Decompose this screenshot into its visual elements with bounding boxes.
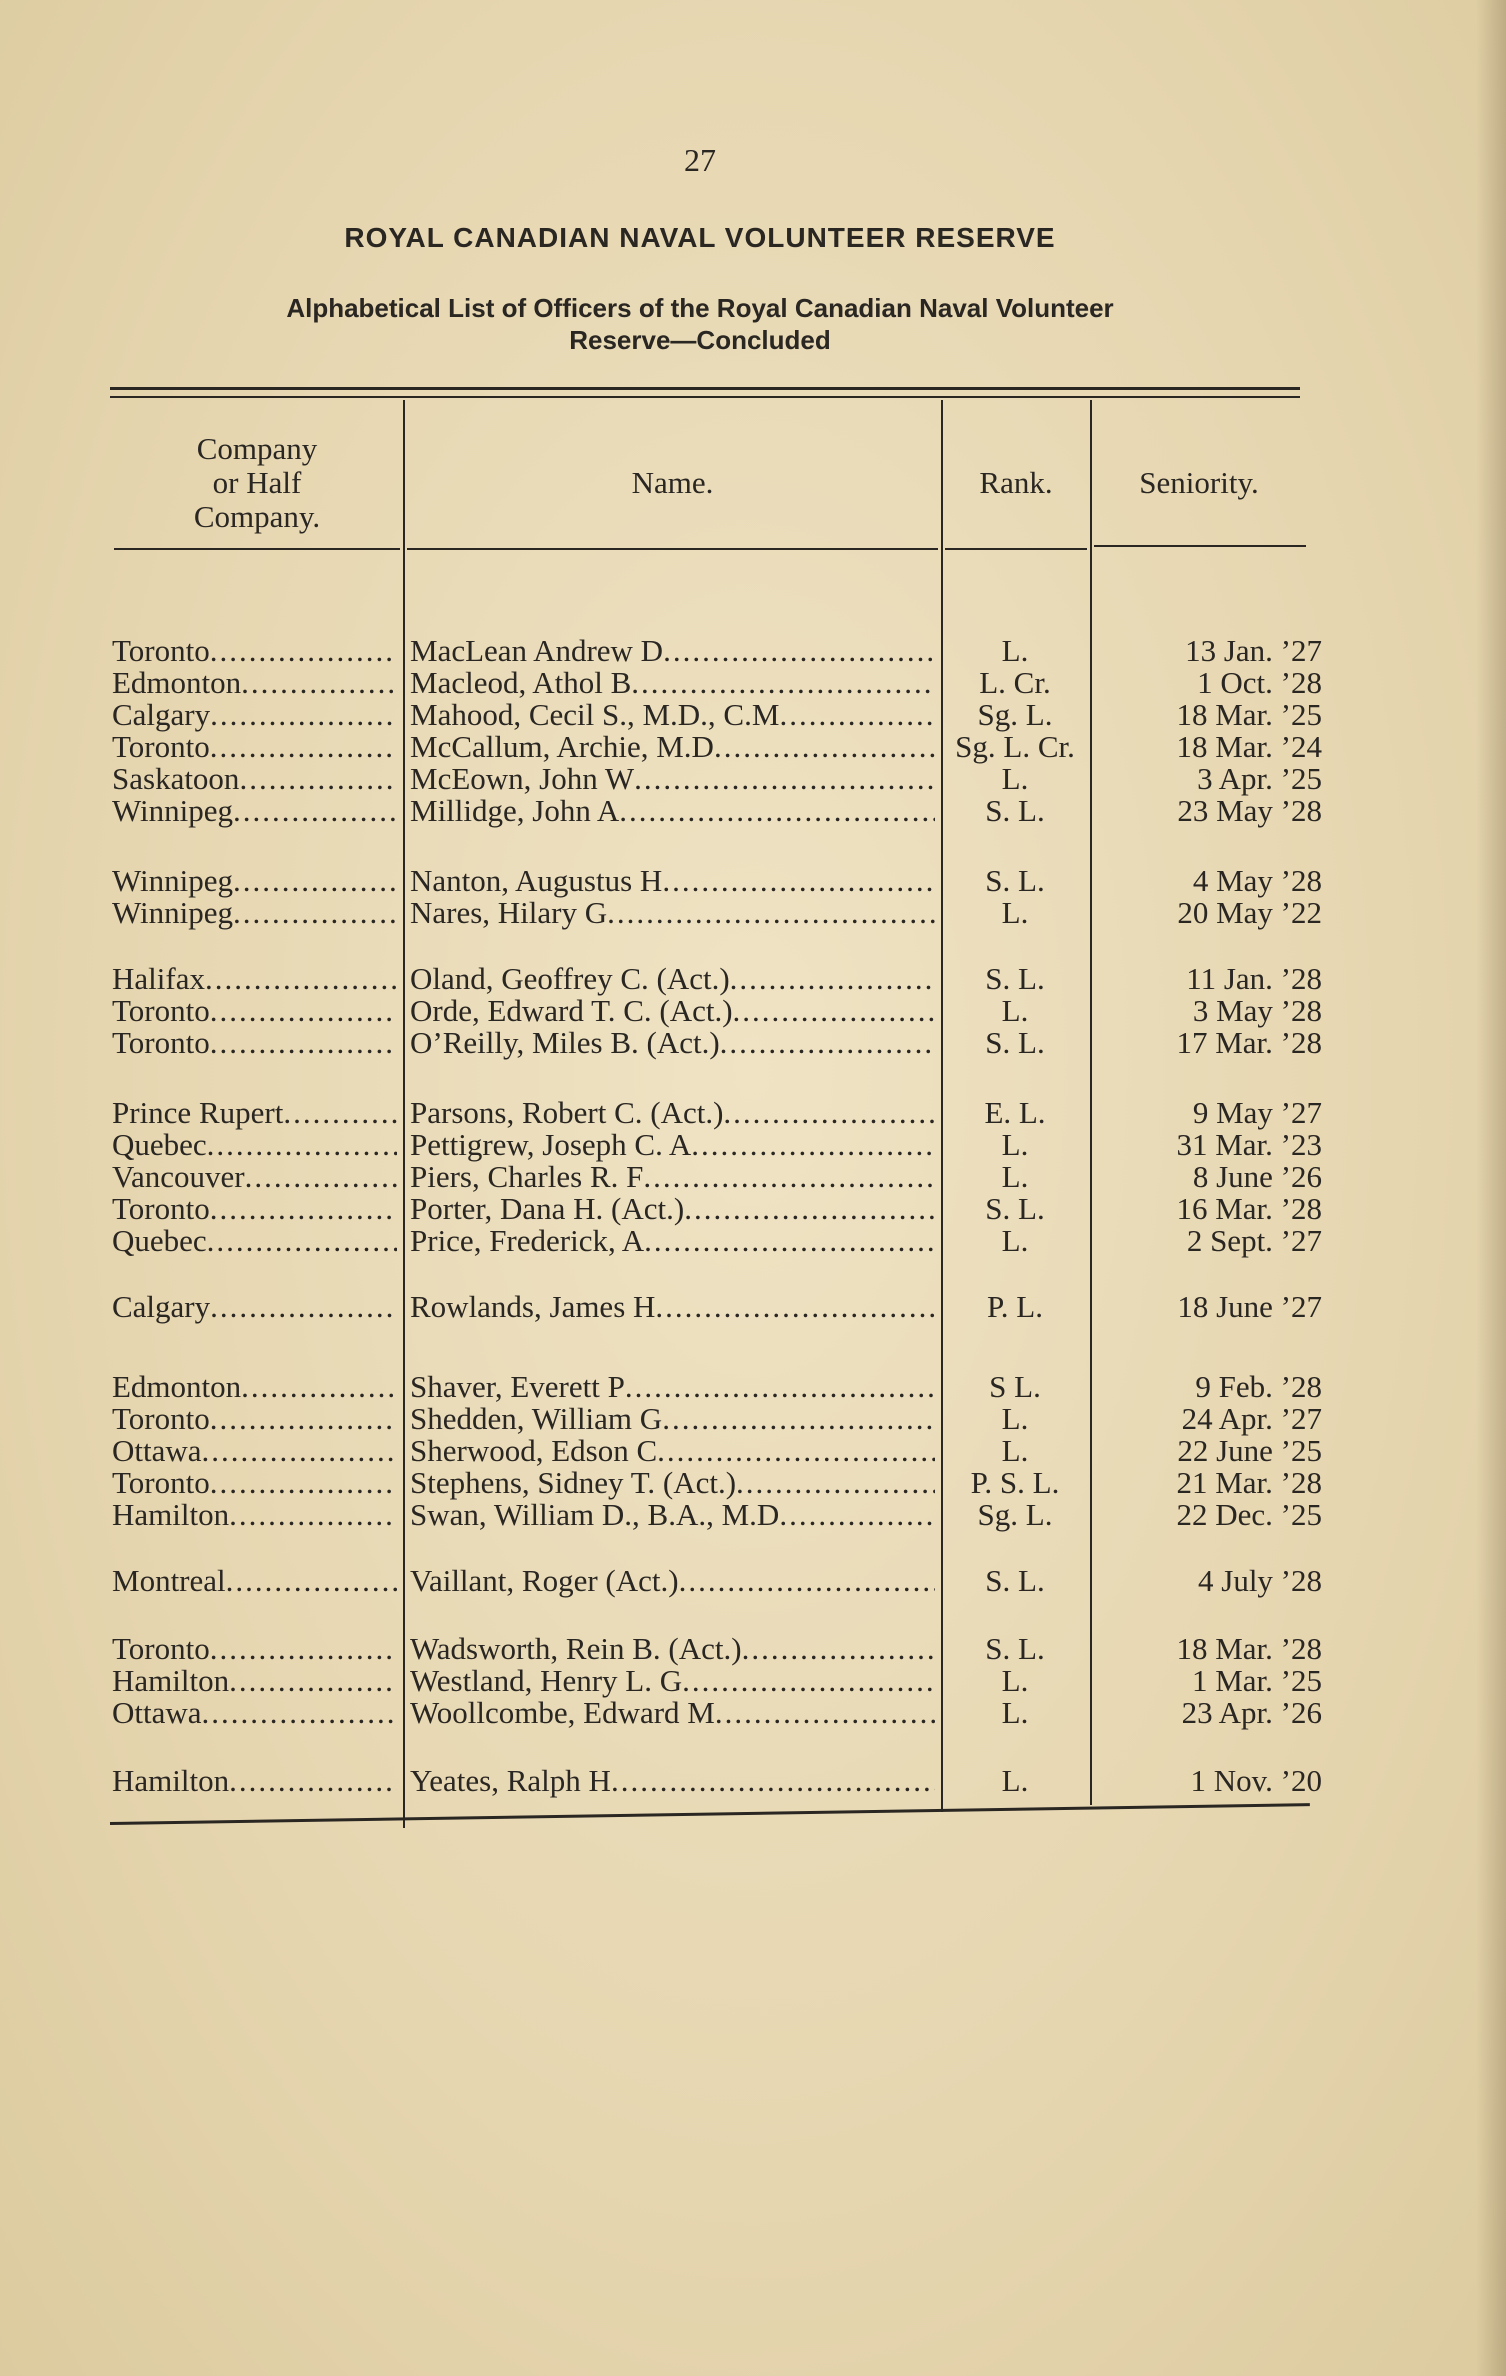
rank-cell: Sg. L.	[977, 1497, 1053, 1532]
company-cell	[112, 1026, 397, 1060]
company-cell	[112, 698, 397, 732]
name-cell	[410, 666, 935, 700]
seniority-cell: 1 Nov. ’20	[1190, 1763, 1322, 1798]
leader-dots	[229, 1664, 397, 1698]
company-text: Vancouver	[112, 1160, 245, 1194]
page-subtitle	[0, 292, 1400, 356]
table-row	[0, 864, 1506, 898]
leader-dots	[679, 1564, 935, 1598]
name-text: McEown, John W	[410, 762, 635, 796]
company-cell	[112, 1764, 397, 1798]
page-number: 27	[684, 142, 716, 178]
company-cell	[112, 1160, 397, 1194]
seniority-cell: 23 May ’28	[1177, 793, 1322, 828]
name-text: Nanton, Augustus H	[410, 864, 663, 898]
seniority-cell: 20 May ’22	[1177, 895, 1322, 930]
name-text: Mahood, Cecil S., M.D., C.M	[410, 698, 780, 732]
name-text: Swan, William D., B.A., M.D	[410, 1498, 780, 1532]
company-text: Hamilton	[112, 1498, 230, 1532]
seniority-cell: 2 Sept. ’27	[1186, 1223, 1322, 1258]
rank-cell: S. L.	[985, 793, 1045, 828]
company-cell	[112, 1290, 397, 1324]
rank-cell: L.	[1001, 1433, 1029, 1468]
leader-dots	[202, 1434, 397, 1468]
header-underline-name	[407, 548, 938, 550]
table-row	[0, 1664, 1506, 1698]
name-text: Woollcombe, Edward M	[410, 1696, 715, 1730]
leader-dots	[634, 762, 935, 796]
table-row	[0, 1632, 1506, 1666]
table-row	[0, 1434, 1506, 1468]
leader-dots	[607, 896, 935, 930]
company-cell	[112, 864, 397, 898]
leader-dots	[723, 1096, 935, 1130]
leader-dots	[210, 1192, 397, 1226]
name-cell	[410, 1632, 935, 1666]
company-cell	[112, 1434, 397, 1468]
seniority-cell: 11 Jan. ’28	[1186, 961, 1322, 996]
name-cell	[410, 1096, 935, 1130]
leader-dots	[720, 1026, 935, 1060]
leader-dots	[233, 896, 397, 930]
leader-dots	[210, 634, 397, 668]
table-row	[0, 698, 1506, 732]
company-text: Quebec	[112, 1128, 207, 1162]
leader-dots	[657, 1434, 935, 1468]
company-text: Winnipeg	[112, 896, 234, 930]
name-cell	[410, 1128, 935, 1162]
leader-dots	[714, 730, 935, 764]
seniority-cell: 23 Apr. ’26	[1181, 1695, 1322, 1730]
name-cell	[410, 1696, 935, 1730]
company-text: Edmonton	[112, 1370, 242, 1404]
rank-cell: L.	[1001, 1223, 1029, 1258]
header-underline-seniority	[1094, 545, 1306, 547]
company-cell	[112, 794, 397, 828]
rank-cell: S. L.	[985, 863, 1045, 898]
company-text: Toronto	[112, 634, 210, 668]
subtitle-line-1: Alphabetical List of Officers of the Royal Canadian Naval Volunteer	[286, 293, 1114, 323]
leader-dots	[733, 994, 935, 1028]
seniority-cell: 3 Apr. ’25	[1197, 761, 1322, 796]
company-text: Calgary	[112, 1290, 211, 1324]
rank-cell: L.	[1001, 1401, 1029, 1436]
table-row	[0, 1696, 1506, 1730]
leader-dots	[207, 1128, 397, 1162]
rank-cell: S. L.	[985, 1631, 1045, 1666]
header-company-line-1: Company	[196, 431, 318, 466]
name-cell	[410, 698, 935, 732]
name-text: Pettigrew, Joseph C. A	[410, 1128, 692, 1162]
name-cell	[410, 1160, 935, 1194]
rank-cell: L. Cr.	[979, 665, 1051, 700]
leader-dots	[619, 794, 935, 828]
name-cell	[410, 1402, 935, 1436]
seniority-cell: 24 Apr. ’27	[1181, 1401, 1322, 1436]
name-cell	[410, 864, 935, 898]
company-text: Toronto	[112, 1402, 210, 1436]
name-text: MacLean Andrew D	[410, 634, 664, 668]
company-text: Toronto	[112, 1026, 210, 1060]
name-text: McCallum, Archie, M.D	[410, 730, 714, 764]
name-text: Oland, Geoffrey C. (Act.)	[410, 962, 730, 996]
leader-dots	[245, 1160, 397, 1194]
name-cell	[410, 1498, 935, 1532]
company-cell	[112, 896, 397, 930]
table-row	[0, 1192, 1506, 1226]
name-text: Yeates, Ralph H	[410, 1764, 611, 1798]
name-text: Piers, Charles R. F	[410, 1160, 644, 1194]
name-cell	[410, 1192, 935, 1226]
name-cell	[410, 1664, 935, 1698]
name-cell	[410, 1764, 935, 1798]
seniority-cell: 1 Oct. ’28	[1197, 665, 1322, 700]
leader-dots	[631, 666, 935, 700]
leader-dots	[283, 1096, 397, 1130]
name-cell	[410, 634, 935, 668]
company-text: Prince Rupert	[112, 1096, 284, 1130]
rank-cell: L.	[1001, 1763, 1029, 1798]
company-text: Edmonton	[112, 666, 242, 700]
company-text: Winnipeg	[112, 794, 234, 828]
name-cell	[410, 762, 935, 796]
table-top-rule	[110, 387, 1300, 398]
leader-dots	[229, 1764, 397, 1798]
company-cell	[112, 1632, 397, 1666]
company-text: Hamilton	[112, 1664, 230, 1698]
rank-cell: P. L.	[987, 1289, 1043, 1324]
leader-dots	[662, 864, 935, 898]
name-cell	[410, 994, 935, 1028]
seniority-cell: 16 Mar. ’28	[1176, 1191, 1322, 1226]
company-text: Halifax	[112, 962, 205, 996]
name-cell	[410, 794, 935, 828]
leader-dots	[736, 1466, 935, 1500]
header-company	[112, 432, 402, 534]
table-row	[0, 1160, 1506, 1194]
company-cell	[112, 1224, 397, 1258]
header-seniority: Seniority.	[1139, 465, 1259, 500]
name-text: Shaver, Everett P	[410, 1370, 625, 1404]
table-row	[0, 1128, 1506, 1162]
seniority-cell: 3 May ’28	[1192, 993, 1322, 1028]
company-cell	[112, 1498, 397, 1532]
company-text: Saskatoon	[112, 762, 240, 796]
leader-dots	[684, 1192, 935, 1226]
rank-cell: L.	[1001, 1127, 1029, 1162]
table-row	[0, 1026, 1506, 1060]
leader-dots	[655, 1290, 935, 1324]
name-cell	[410, 1224, 935, 1258]
rank-cell: S. L.	[985, 961, 1045, 996]
leader-dots	[210, 730, 397, 764]
header-company-line-3: Company.	[193, 499, 321, 534]
leader-dots	[715, 1696, 935, 1730]
company-text: Toronto	[112, 1192, 210, 1226]
seniority-cell: 17 Mar. ’28	[1176, 1025, 1322, 1060]
leader-dots	[625, 1370, 935, 1404]
seniority-cell: 13 Jan. ’27	[1185, 633, 1322, 668]
table-row	[0, 1402, 1506, 1436]
company-text: Toronto	[112, 1632, 210, 1666]
rank-cell: E. L.	[984, 1095, 1046, 1130]
rank-cell: S. L.	[985, 1563, 1045, 1598]
seniority-cell: 18 June ’27	[1177, 1289, 1322, 1324]
name-cell	[410, 896, 935, 930]
rank-cell: S. L.	[985, 1025, 1045, 1060]
rank-cell: L.	[1001, 895, 1029, 930]
company-cell	[112, 666, 397, 700]
company-text: Quebec	[112, 1224, 207, 1258]
leader-dots	[210, 1402, 397, 1436]
header-underline-company	[114, 548, 400, 550]
name-text: Westland, Henry L. G	[410, 1664, 683, 1698]
rank-cell: Sg. L. Cr.	[955, 729, 1075, 764]
company-cell	[112, 1402, 397, 1436]
name-cell	[410, 1434, 935, 1468]
subtitle-line-2: Reserve—Concluded	[569, 325, 831, 355]
seniority-cell: 4 July ’28	[1198, 1563, 1322, 1598]
name-text: Vaillant, Roger (Act.)	[410, 1564, 679, 1598]
seniority-cell: 22 June ’25	[1177, 1433, 1322, 1468]
company-text: Ottawa	[112, 1434, 202, 1468]
rank-cell: L.	[1001, 1695, 1029, 1730]
leader-dots	[229, 1498, 397, 1532]
company-cell	[112, 730, 397, 764]
rank-cell: L.	[1001, 1159, 1029, 1194]
leader-dots	[205, 962, 397, 996]
leader-dots	[233, 794, 397, 828]
leader-dots	[210, 1290, 397, 1324]
seniority-cell: 22 Dec. ’25	[1176, 1497, 1322, 1532]
table-row	[0, 762, 1506, 796]
table-row	[0, 1370, 1506, 1404]
table-row	[0, 666, 1506, 700]
seniority-cell: 8 June ’26	[1192, 1159, 1322, 1194]
name-text: Sherwood, Edson C	[410, 1434, 658, 1468]
rank-cell: L.	[1001, 633, 1029, 668]
seniority-cell: 4 May ’28	[1192, 863, 1322, 898]
leader-dots	[226, 1564, 397, 1598]
header-name: Name.	[631, 465, 714, 500]
name-text: Porter, Dana H. (Act.)	[410, 1192, 685, 1226]
header-company-line-2: or Half	[212, 465, 302, 500]
company-cell	[112, 1128, 397, 1162]
name-text: Nares, Hilary G	[410, 896, 608, 930]
leader-dots	[779, 1498, 935, 1532]
table-row	[0, 1498, 1506, 1532]
table-row	[0, 962, 1506, 996]
header-rank: Rank.	[979, 465, 1053, 500]
rank-cell: L.	[1001, 761, 1029, 796]
name-text: Parsons, Robert C. (Act.)	[410, 1096, 724, 1130]
leader-dots	[691, 1128, 935, 1162]
company-cell	[112, 1370, 397, 1404]
name-cell	[410, 962, 935, 996]
table-row	[0, 1224, 1506, 1258]
leader-dots	[643, 1160, 935, 1194]
company-cell	[112, 762, 397, 796]
company-text: Toronto	[112, 994, 210, 1028]
company-cell	[112, 1466, 397, 1500]
company-text: Ottawa	[112, 1696, 202, 1730]
name-cell	[410, 730, 935, 764]
company-text: Montreal	[112, 1564, 226, 1598]
company-cell	[112, 634, 397, 668]
table-row	[0, 1764, 1506, 1798]
company-cell	[112, 1192, 397, 1226]
table-row	[0, 794, 1506, 828]
name-text: Millidge, John A	[410, 794, 620, 828]
leader-dots	[730, 962, 935, 996]
page-title: ROYAL CANADIAN NAVAL VOLUNTEER RESERVE	[344, 222, 1056, 253]
rank-cell: Sg. L.	[977, 697, 1053, 732]
header-underline-rank	[945, 548, 1087, 550]
company-cell	[112, 1664, 397, 1698]
leader-dots	[207, 1224, 397, 1258]
table-row	[0, 1466, 1506, 1500]
company-cell	[112, 1096, 397, 1130]
leader-dots	[233, 864, 397, 898]
seniority-cell: 1 Mar. ’25	[1191, 1663, 1322, 1698]
company-text: Hamilton	[112, 1764, 230, 1798]
leader-dots	[241, 1370, 397, 1404]
company-text: Calgary	[112, 698, 211, 732]
rank-cell: S L.	[989, 1369, 1041, 1404]
table-row	[0, 634, 1506, 668]
leader-dots	[202, 1696, 397, 1730]
name-cell	[410, 1466, 935, 1500]
company-cell	[112, 962, 397, 996]
seniority-cell: 31 Mar. ’23	[1176, 1127, 1322, 1162]
name-cell	[410, 1370, 935, 1404]
rank-cell: L.	[1001, 993, 1029, 1028]
leader-dots	[210, 994, 397, 1028]
name-cell	[410, 1290, 935, 1324]
seniority-cell: 18 Mar. ’25	[1176, 697, 1322, 732]
name-text: Stephens, Sidney T. (Act.)	[410, 1466, 737, 1500]
leader-dots	[611, 1764, 935, 1798]
leader-dots	[779, 698, 935, 732]
leader-dots	[663, 634, 935, 668]
name-text: Wadsworth, Rein B. (Act.)	[410, 1632, 742, 1666]
leader-dots	[241, 666, 397, 700]
name-cell	[410, 1026, 935, 1060]
name-text: Rowlands, James H	[410, 1290, 656, 1324]
company-cell	[112, 1696, 397, 1730]
seniority-cell: 21 Mar. ’28	[1176, 1465, 1322, 1500]
name-text: Macleod, Athol B	[410, 666, 632, 700]
leader-dots	[682, 1664, 935, 1698]
table-row	[0, 1290, 1506, 1324]
seniority-cell: 18 Mar. ’24	[1176, 729, 1322, 764]
table-row	[0, 1096, 1506, 1130]
table-row	[0, 896, 1506, 930]
table-row	[0, 994, 1506, 1028]
leader-dots	[239, 762, 397, 796]
table-row	[0, 1564, 1506, 1598]
name-text: Orde, Edward T. C. (Act.)	[410, 994, 733, 1028]
leader-dots	[210, 698, 397, 732]
company-cell	[112, 994, 397, 1028]
table-row	[0, 730, 1506, 764]
leader-dots	[210, 1466, 397, 1500]
name-text: Price, Frederick, A	[410, 1224, 645, 1258]
leader-dots	[742, 1632, 935, 1666]
name-text: Shedden, William G	[410, 1402, 663, 1436]
company-cell	[112, 1564, 397, 1598]
rank-cell: P. S. L.	[970, 1465, 1060, 1500]
rank-cell: S. L.	[985, 1191, 1045, 1226]
rank-cell: L.	[1001, 1663, 1029, 1698]
company-text: Toronto	[112, 1466, 210, 1500]
leader-dots	[210, 1632, 397, 1666]
seniority-cell: 9 May ’27	[1192, 1095, 1322, 1130]
name-text: O’Reilly, Miles B. (Act.)	[410, 1026, 720, 1060]
company-text: Toronto	[112, 730, 210, 764]
name-cell	[410, 1564, 935, 1598]
seniority-cell: 18 Mar. ’28	[1176, 1631, 1322, 1666]
table-bottom-rule	[110, 1803, 1310, 1825]
leader-dots	[662, 1402, 935, 1436]
leader-dots	[210, 1026, 397, 1060]
company-text: Winnipeg	[112, 864, 234, 898]
seniority-cell: 9 Feb. ’28	[1195, 1369, 1322, 1404]
leader-dots	[644, 1224, 935, 1258]
